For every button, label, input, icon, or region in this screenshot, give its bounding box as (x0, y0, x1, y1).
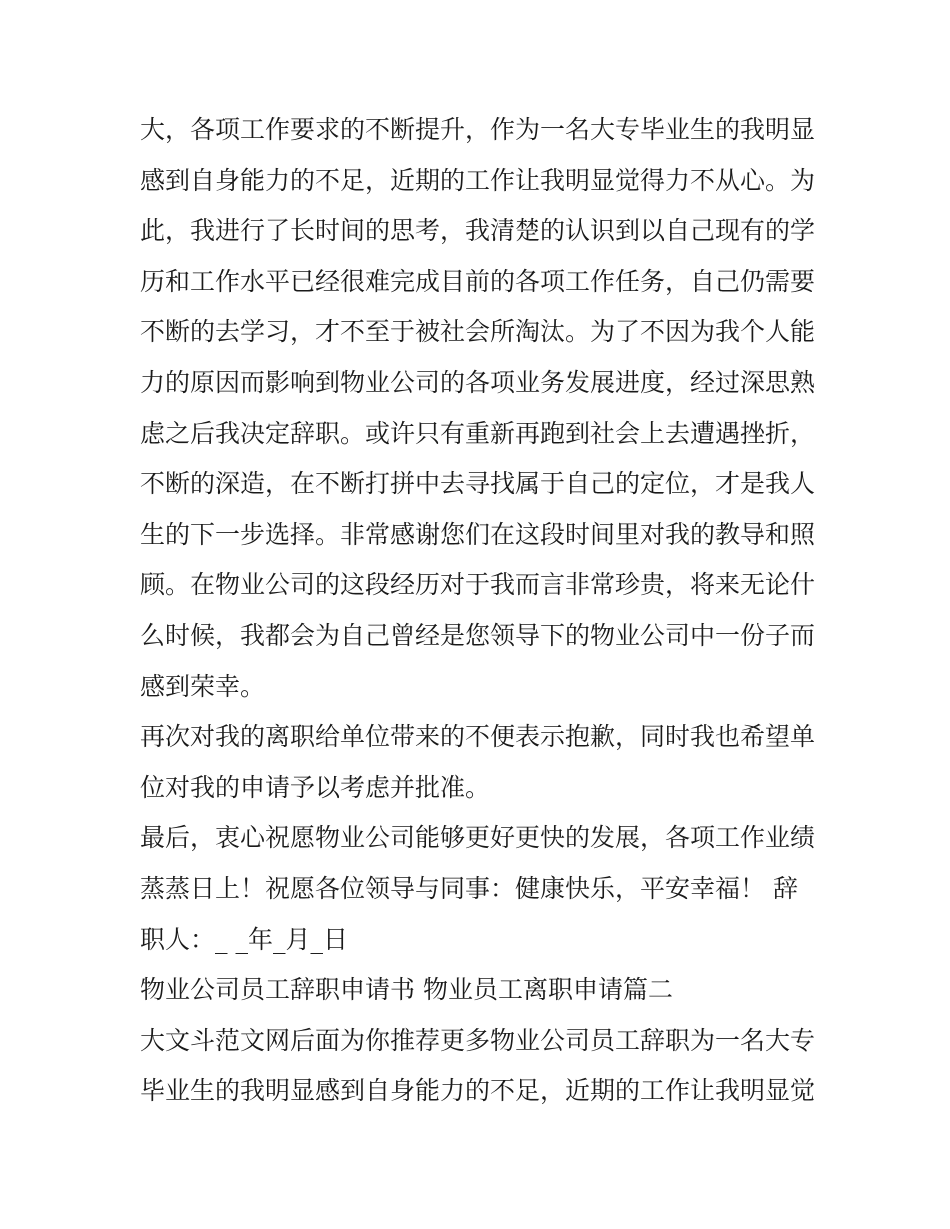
section-heading: 物业公司员工辞职申请书 物业员工离职申请篇二 (140, 975, 673, 1005)
text-line: 大，各项工作要求的不断提升，作为一名大专毕业生的我明显 (140, 115, 816, 144)
text-line: 不断的深造，在不断打拼中去寻找属于自己的定位，才是我人 (140, 469, 816, 499)
signature-date-line: 职人：_ _年_月_日 (140, 924, 348, 954)
text-line: 虑之后我决定辞职。或许只有重新再跑到社会上去遭遇挫折， (140, 418, 816, 448)
text-line: 力的原因而影响到物业公司的各项业务发展进度，经过深思熟 (140, 367, 816, 397)
text-line: 顾。在物业公司的这段经历对于我而言非常珍贵，将来无论什 (140, 570, 816, 600)
text-line: 大文斗范文网后面为你推荐更多物业公司员工辞职为一名大专 (140, 1025, 816, 1055)
document-body (140, 105, 820, 1117)
text-line: 蒸蒸日上！祝愿各位领导与同事：健康快乐，平安幸福！ 辞 (140, 873, 798, 903)
text-line: 么时候，我都会为自己曾经是您领导下的物业公司中一份子而 (140, 620, 816, 650)
text-line: 历和工作水平已经很难完成目前的各项工作任务，自己仍需要 (140, 266, 816, 296)
text-line: 感到自身能力的不足，近期的工作让我明显觉得力不从心。为 (140, 165, 816, 195)
text-line: 此，我进行了长时间的思考，我清楚的认识到以自己现有的学 (140, 216, 816, 246)
text-line: 最后，衷心祝愿物业公司能够更好更快的发展，各项工作业绩 (140, 823, 816, 853)
text-line: 感到荣幸。 (140, 671, 266, 701)
text-line: 生的下一步选择。非常感谢您们在这段时间里对我的教导和照 (140, 519, 816, 549)
text-line: 不断的去学习，才不至于被社会所淘汰。为了不因为我个人能 (140, 317, 816, 347)
text-line: 毕业生的我明显感到自身能力的不足，近期的工作让我明显觉 (140, 1076, 816, 1106)
text-line: 再次对我的离职给单位带来的不便表示抱歉，同时我也希望单 (140, 722, 816, 752)
text-line: 位对我的申请予以考虑并批准。 (140, 772, 491, 802)
